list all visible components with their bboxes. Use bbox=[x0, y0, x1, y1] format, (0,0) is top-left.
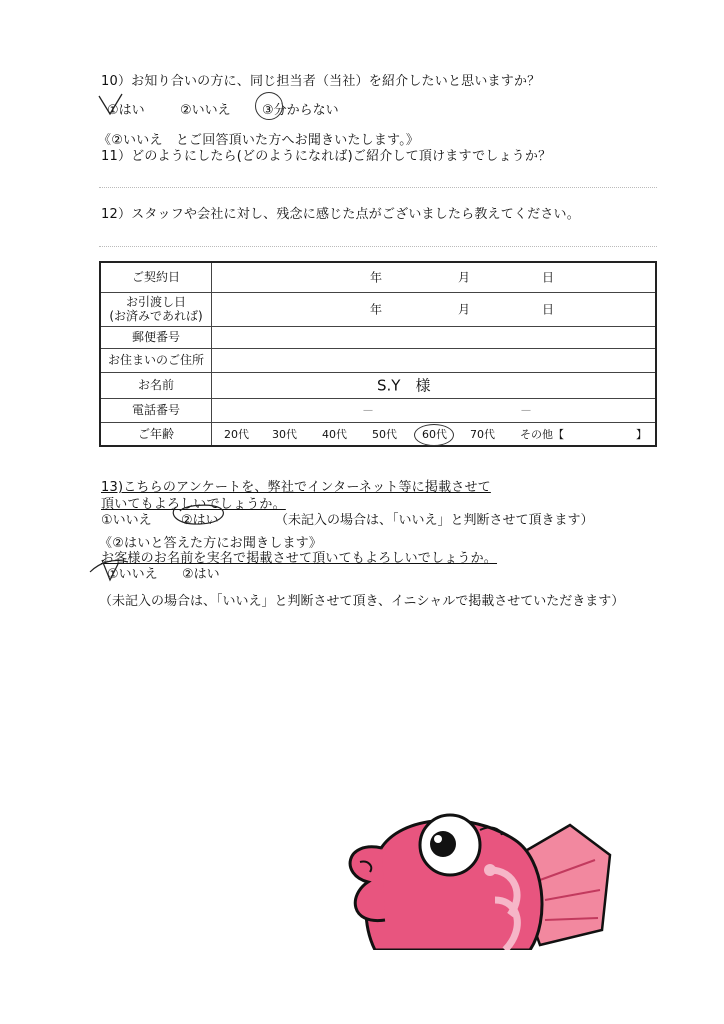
q13b-option-no: ①いいえ bbox=[107, 567, 158, 582]
table-row bbox=[100, 398, 656, 422]
q13b-note: 《②はいと答えた方にお聞きします》 bbox=[99, 536, 323, 551]
q13b-text: お客様のお名前を実名で掲載させて頂いてもよろしいでしょうか。 bbox=[101, 551, 498, 566]
age-option: 20代 bbox=[224, 427, 249, 441]
year-label: 年 bbox=[370, 302, 383, 317]
q10-text: 10）お知り合いの方に、同じ担当者（当社）を紹介したいと思いますか？ bbox=[101, 74, 541, 89]
address-label: お住まいのご住所 bbox=[100, 348, 212, 372]
q11-note: 《②いいえ とご回答頂いた方へお聞きいたします。》 bbox=[98, 133, 420, 148]
table-row bbox=[100, 292, 656, 326]
table-row bbox=[100, 372, 656, 398]
age-option-other-close: 】 bbox=[636, 427, 647, 441]
age-option: 50代 bbox=[372, 427, 397, 441]
customer-info-table bbox=[99, 261, 657, 447]
address-value bbox=[212, 348, 657, 372]
age-option: 70代 bbox=[470, 427, 495, 441]
q13-option-yes: ②はい bbox=[181, 513, 219, 528]
age-option-selected: 60代 bbox=[422, 427, 447, 441]
checkmark-icon bbox=[88, 556, 132, 582]
answer-circle-icon bbox=[255, 92, 283, 120]
postal-value bbox=[212, 326, 657, 348]
q13-note: （未記入の場合は、「いいえ」と判断させて頂きます） bbox=[275, 513, 594, 528]
year-label: 年 bbox=[370, 270, 383, 285]
table-row bbox=[100, 422, 656, 446]
month-label: 月 bbox=[458, 270, 471, 285]
name-value bbox=[212, 372, 657, 398]
day-label: 日 bbox=[542, 270, 555, 285]
day-label: 日 bbox=[542, 302, 555, 317]
q13-line2: 頂いてもよろしいでしょうか。 bbox=[101, 497, 286, 512]
age-option: 30代 bbox=[272, 427, 297, 441]
move-date-label-line1: お引渡し日 bbox=[125, 295, 186, 309]
table-row bbox=[100, 326, 656, 348]
q10-option-unsure: ③分からない bbox=[262, 103, 339, 118]
answer-circle-icon bbox=[414, 424, 454, 446]
age-option: 40代 bbox=[322, 427, 347, 441]
move-date-value bbox=[212, 292, 657, 326]
month-label: 月 bbox=[458, 302, 471, 317]
phone-value bbox=[212, 398, 657, 422]
postal-label: 郵便番号 bbox=[100, 326, 212, 348]
phone-label: 電話番号 bbox=[100, 398, 212, 422]
q11-text: 11）どのようにしたら(どのようになれば)ご紹介して頂けますでしょうか？ bbox=[101, 149, 552, 164]
checkmark-icon bbox=[96, 90, 126, 120]
q13b-note-bottom: （未記入の場合は、「いいえ」と判断させて頂き、イニシャルで掲載させていただきます） bbox=[99, 594, 625, 609]
customer-name: S.Y 様 bbox=[377, 376, 431, 395]
answer-circle-icon bbox=[170, 503, 230, 527]
phone-dash: － bbox=[362, 403, 375, 418]
contract-date-label: ご契約日 bbox=[100, 262, 212, 292]
q10-option-no: ②いいえ bbox=[180, 103, 231, 118]
contract-date-value bbox=[212, 262, 657, 292]
move-date-label bbox=[100, 292, 212, 326]
answer-line bbox=[99, 246, 657, 247]
age-option-other: その他【 bbox=[520, 427, 564, 441]
phone-dash: － bbox=[520, 403, 533, 418]
age-label: ご年齢 bbox=[100, 422, 212, 446]
fish-mascot-illustration bbox=[340, 800, 620, 950]
answer-line bbox=[99, 187, 657, 188]
q13-line1: 13)こちらのアンケートを、弊社でインターネット等に掲載させて bbox=[101, 480, 491, 495]
q12-text: 12）スタッフや会社に対し、残念に感じた点がございましたら教えてください。 bbox=[101, 207, 580, 222]
q13b-option-yes: ②はい bbox=[182, 567, 220, 582]
table-row bbox=[100, 348, 656, 372]
q10-option-yes: ①はい bbox=[107, 103, 145, 118]
q13-option-no: ①いいえ bbox=[101, 513, 152, 528]
move-date-label-line2: (お済みであれば) bbox=[109, 309, 203, 323]
name-label: お名前 bbox=[100, 372, 212, 398]
table-row bbox=[100, 262, 656, 292]
